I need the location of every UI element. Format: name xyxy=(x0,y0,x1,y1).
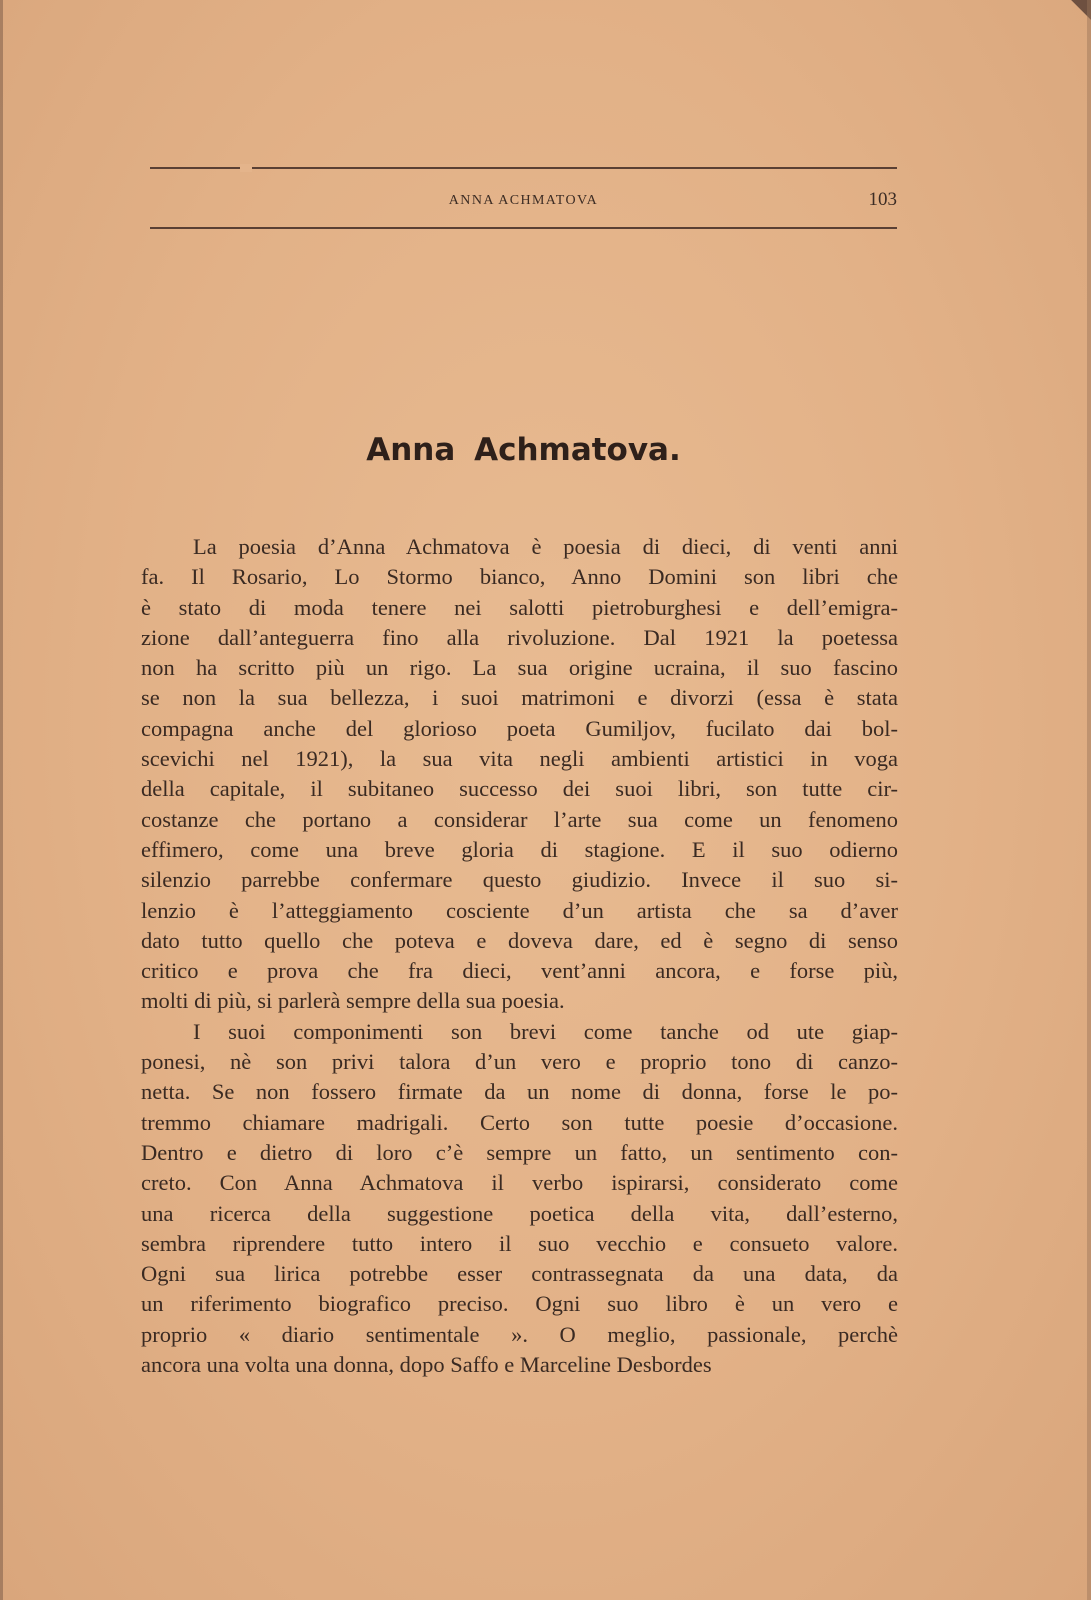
text-line: Dentro e dietro di loro c’è sempre un fatto, un sentimento con- xyxy=(141,1139,898,1165)
paragraph xyxy=(141,532,898,1017)
text-line: una ricerca della suggestione poetica della vita, dall’esterno, xyxy=(141,1200,898,1226)
running-head xyxy=(150,189,897,217)
text-line: compagna anche del glorioso poeta Gumiljov, fucilato dai bol- xyxy=(141,715,898,741)
page-number: 103 xyxy=(868,189,897,210)
article-body xyxy=(141,532,898,1380)
text-line: zione dall’anteguerra fino alla rivoluzione. Dal 1921 la poetessa xyxy=(141,624,898,650)
text-line: lenzio è l’atteggiamento cosciente d’un artista che sa d’aver xyxy=(141,897,898,923)
header-rule-bottom xyxy=(150,227,897,229)
text-line: scevichi nel 1921), la sua vita negli ambienti artistici in voga xyxy=(141,746,898,772)
text-line: tremmo chiamare madrigali. Certo son tutte poesie d’occasione. xyxy=(141,1109,898,1135)
text-line: La poesia d’Anna Achmatova è poesia di dieci, di venti anni xyxy=(193,534,898,559)
text-line: netta. Se non fossero firmate da un nome di donna, forse le po- xyxy=(141,1079,898,1105)
text-line: un riferimento biografico preciso. Ogni suo libro è un vero e xyxy=(141,1291,898,1317)
text-line: fa. Il Rosario, Lo Stormo bianco, Anno Domini son libri che xyxy=(141,564,898,590)
paragraph xyxy=(141,1017,898,1381)
running-title: ANNA ACHMATOVA xyxy=(448,193,599,208)
text-line: critico e prova che fra dieci, vent’anni ancora, e forse più, xyxy=(141,958,898,984)
text-line: I suoi componimenti son brevi come tanche od ute giap- xyxy=(193,1018,898,1044)
text-line: dato tutto quello che poteva e doveva dare, ed è segno di senso xyxy=(141,927,898,953)
text-line: molti di più, si parlerà sempre della sua poesia. xyxy=(141,988,565,1014)
header-rule-gap xyxy=(240,164,252,172)
text-line: effimero, come una breve gloria di stagione. E il suo odierno xyxy=(141,836,898,862)
header-rule-top xyxy=(150,167,897,169)
text-line: se non la sua bellezza, i suoi matrimoni e divorzi (essa è stata xyxy=(141,685,898,711)
page-corner-shadow xyxy=(1063,0,1091,28)
text-line: ponesi, nè son privi talora d’un vero e proprio tono di canzo- xyxy=(141,1049,898,1075)
text-line: è stato di moda tenere nei salotti pietroburghesi e dell’emigra- xyxy=(141,594,898,620)
text-line: ancora una volta una donna, dopo Saffo e Marceline Desbordes xyxy=(141,1352,712,1378)
text-line: silenzio parrebbe confermare questo giudizio. Invece il suo si- xyxy=(141,867,898,893)
text-line: costanze che portano a considerar l’arte sua come un fenomeno xyxy=(141,806,898,832)
text-line: sembra riprendere tutto intero il suo vecchio e consueto valore. xyxy=(141,1230,898,1256)
text-line: creto. Con Anna Achmatova il verbo ispirarsi, considerato come xyxy=(141,1170,898,1196)
text-line: non ha scritto più un rigo. La sua origine ucraina, il suo fascino xyxy=(141,655,898,681)
text-line: della capitale, il subitaneo successo dei suoi libri, son tutte cir- xyxy=(141,776,898,802)
text-line: proprio « diario sentimentale ». O meglio, passionale, perchè xyxy=(141,1321,898,1347)
article-title: Anna Achmatova. xyxy=(366,432,681,468)
text-line: Ogni sua lirica potrebbe esser contrassegnata da una data, da xyxy=(141,1261,898,1287)
